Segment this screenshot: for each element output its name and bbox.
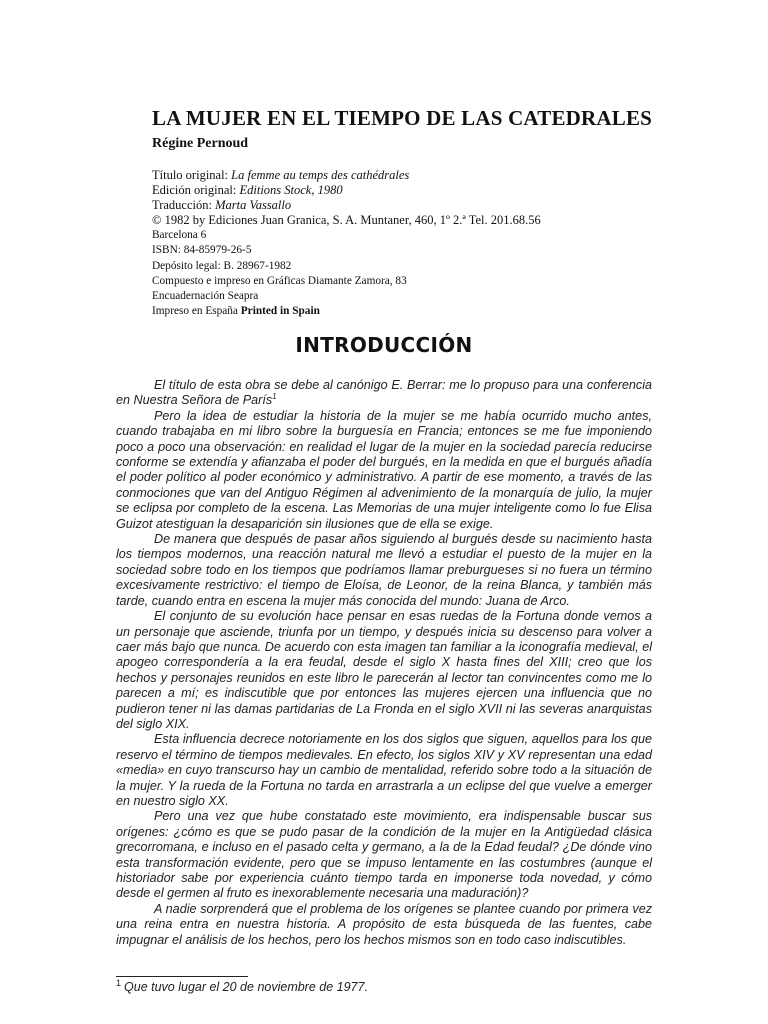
original-edition-value: Editions Stock, 1980 — [239, 183, 343, 198]
book-author: Régine Pernoud — [152, 136, 249, 151]
introduction-body — [116, 378, 652, 948]
original-title-label: Título original: — [152, 168, 232, 182]
translation-value: Marta Vassallo — [215, 198, 292, 213]
translation-label: Traducción: — [152, 198, 216, 213]
translation-line — [152, 198, 672, 213]
paragraph-6: Pero una vez que hube constatado este movimiento, era indispensable buscar sus orígenes: ¿cómo es que se pudo pasar de la condición de la mujer en la Antigüedad clásica grecorromana, e incluso en el pasado celta y germano, a la de la Edad feudal? ¿De dónde vino esta transformación evidente, pero que se impuso lentamente en las costumbres (aunque el historiador sabe por experiencia cuánto tiempo tarda en imponerse toda novedad, y cómo desde el germen al fruto es inexorablemente necesaria una maduración)? — [116, 809, 652, 901]
footnote — [116, 977, 368, 994]
paragraph-2: Pero la idea de estudiar la historia de la mujer se me había ocurrido mucho antes, cuando trabajaba en mi libro sobre la burguesía en Francia; entonces se me fue imponiendo poco a poco una observación: en realidad el lugar de la mujer en la sociedad parecía reducirse conforme se extendía y afianzaba el poder del burgués, en la medida en que el burgués añadía el poder político al poder económico y administrativo. A partir de ese momento, a través de las conmociones que van del Antiguo Régimen al advenimiento de la monarquía de julio, la mujer se eclipsa por completo de la escena. Las Memorias de una mujer inteligente como lo fue Elisa Guizot atestiguan la desaparición sin ilusiones que de ella se exige. — [116, 408, 652, 531]
paragraph-1-text: El título de esta obra se debe al canónigo E. Berrar: me lo propuso para una conferencia en Nuestra Señora de París — [116, 378, 652, 408]
footnote-divider — [116, 976, 248, 977]
paragraph-5: Esta influencia decrece notoriamente en los dos siglos que siguen, aquellos para los que reservo el término de tiempos medievales. En efecto, los siglos XIV y XV representan una edad «media» en cuyo transcurso hay un cambio de mentalidad, referido sobre todo a la situación de la mujer. Y la rueda de la Fortuna no tarda en arrastrarla a un eclipse del que vuelve a emerger en nuestro siglo XX. — [116, 732, 652, 808]
copyright-line: © 1982 by Ediciones Juan Granica, S. A. Muntaner, 460, 1º 2.ª Tel. 201.68.56 — [152, 213, 541, 228]
printing-line: Compuesto e impreso en Gráficas Diamante Zamora, 83 — [152, 274, 407, 287]
footnote-text: Que tuvo lugar el 20 de noviembre de 1977. — [124, 980, 368, 994]
original-title-value: La femme au temps des cathédrales — [231, 168, 410, 182]
original-title-line — [152, 168, 672, 183]
paragraph-1 — [116, 378, 652, 409]
city-line: Barcelona 6 — [152, 229, 207, 242]
book-title: LA MUJER EN EL TIEMPO DE LAS CATEDRALES — [152, 106, 653, 130]
paragraph-7: A nadie sorprenderá que el problema de los orígenes se plantee cuando por primera vez una reina entra en nuestra historia. A propósito de esta búsqueda de las fuentes, cabe impugnar el análisis de los hechos, pero los hechos mismos son en todo caso indiscutibles. — [116, 901, 652, 947]
footnote-reference: 1 — [272, 392, 277, 402]
footnote-mark: 1 — [116, 977, 122, 988]
paragraph-3: De manera que después de pasar años siguiendo al burgués desde su nacimiento hasta los tiempos modernos, una reacción natural me llevó a estudiar el puesto de la mujer en la sociedad sobre todo en los tiempos que podríamos llamar preburgueses si no fuera un término excesivamente restrictivo: el tiempo de Eloísa, de Leonor, de la reina Blanca, y también más tarde, cuando entra en escena la mujer más conocida del mundo: Juana de Arco. — [116, 532, 652, 608]
paragraph-4: El conjunto de su evolución hace pensar en esas ruedas de la Fortuna donde vemos a un personaje que asciende, triunfa por un tiempo, y después inicia su descenso para volver a caer más bajo que nunca. De acuerdo con esta imagen tan familiar a la iconografía medieval, el apogeo correspondería a la era feudal, desde el siglo X hasta fines del XIII; creo que los hechos y personajes reunidos en este libro le parecerán al lector tan convincentes como me lo parecen a mí; es indiscutible que por entonces las mujeres ejercen una influencia que no pudieron tener ni las damas partidarias de La Fronda en el siglo XVII ni las severas anarquistas del siglo XIX. — [116, 609, 652, 731]
binding-line: Encuadernación Seapra — [152, 289, 259, 302]
printed-in-line — [152, 304, 672, 319]
legal-deposit-line: Depósito legal: B. 28967-1982 — [152, 259, 292, 272]
publication-details — [152, 168, 672, 319]
isbn-line: ISBN: 84-85979-26-5 — [152, 244, 252, 257]
section-heading: INTRODUCCIÓN — [295, 333, 473, 357]
printed-in-label: Impreso en España — [152, 304, 241, 317]
original-edition-line — [152, 183, 672, 198]
printed-in-value: Printed in Spain — [240, 304, 320, 317]
original-edition-label: Edición original: — [152, 183, 240, 198]
